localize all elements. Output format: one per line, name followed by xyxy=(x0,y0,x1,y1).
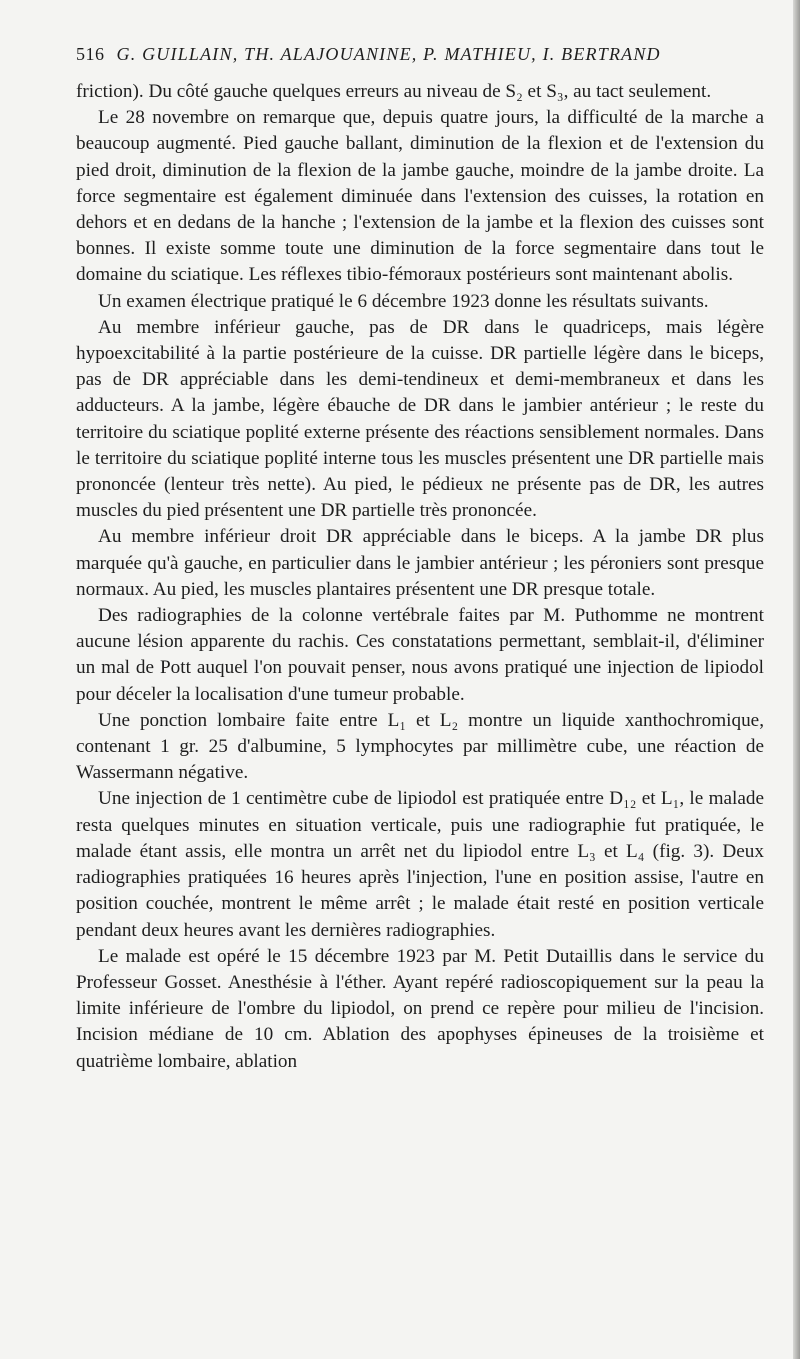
paragraph-2: Le 28 novembre on remarque que, depuis quatre jours, la difficulté de la marche a beaucoup augmenté. Pied gauche ballant, diminution de la flexion et de l'extension du pied droit, diminution de la flexion de la jambe gauche, moindre de la jambe droite. La force segmentaire est également diminuée dans l'extension des cuisses, la rotation en dehors et en dedans de la hanche ; l'extension de la jambe et la flexion des cuisses sont bonnes. Il existe somme toute une diminution de la force segmentaire dans tout le domaine du sciatique. Les réflexes tibio-fémoraux postérieurs sont maintenant abolis. xyxy=(76,107,764,286)
paragraph-4: Au membre inférieur gauche, pas de DR dans le quadriceps, mais légère hypoexcitabilité à la partie postérieure de la cuisse. DR partielle légère dans le biceps, pas de DR appréciable dans les demi-tendineux et demi-membraneux et dans les adducteurs. A la jambe, légère ébauche de DR dans le jambier antérieur ; le reste du territoire du sciatique poplité externe présente des réactions sensiblement normales. Dans le territoire du sciatique poplité interne tous les muscles présentent une DR partielle mais prononcée (lenteur très nette). Au pied, le pédieux ne présente pas de DR, les autres muscles du pied présentent une DR partielle très prononcée. xyxy=(76,316,764,522)
paragraph-8: Une injection de 1 centimètre cube de lipiodol est pratiquée entre D₁₂ et L₁, le malade resta quelques minutes en situation verticale, puis une radiographie fut pratiquée, le malade étant assis, elle montra un arrêt net du lipiodol entre L₃ et L₄ (fig. 3). Deux radiographies pratiquées 16 heures après l'injection, l'une en position assise, l'autre en position couchée, montrent le même arrêt ; le malade était resté en position verticale pendant deux heures avant les dernières radiographies. xyxy=(76,788,764,941)
page-number: 516 xyxy=(76,44,105,64)
running-header xyxy=(76,44,760,65)
paragraph-3: Un examen électrique pratiqué le 6 décembre 1923 donne les résultats suivants. xyxy=(98,290,709,312)
running-title: G. GUILLAIN, TH. ALAJOUANINE, P. MATHIEU, I. BERTRAND xyxy=(116,44,661,64)
paragraph-9: Le malade est opéré le 15 décembre 1923 par M. Petit Dutaillis dans le service du Professeur Gosset. Anesthésie à l'éther. Ayant repéré radioscopiquement sur la peau la limite inférieure de l'ombre du lipiodol, on prend ce repère pour milieu de l'incision. Incision médiane de 10 cm. Ablation des apophyses épineuses de la troisième et quatrième lombaire, ablation xyxy=(76,945,764,1072)
paragraph-5: Au membre inférieur droit DR appréciable dans le biceps. A la jambe DR plus marquée qu'à gauche, en particulier dans le jambier antérieur ; les péroniers sont presque normaux. Au pied, les muscles plantaires présentent une DR presque totale. xyxy=(76,526,764,600)
scan-edge-shadow xyxy=(793,0,800,1359)
body-text xyxy=(76,79,764,1075)
paragraph-7: Une ponction lombaire faite entre L₁ et L₂ montre un liquide xanthochromique, contenant 1 gr. 25 d'albumine, 5 lymphocytes par millimètre cube, une réaction de Wassermann négative. xyxy=(76,709,764,784)
paragraph-1: friction). Du côté gauche quelques erreurs au niveau de S₂ et S₃, au tact seulement. xyxy=(76,81,712,102)
paragraph-6: Des radiographies de la colonne vertébrale faites par M. Puthomme ne montrent aucune lésion apparente du rachis. Ces constatations permettant, semblait-il, d'éliminer un mal de Pott auquel l'on pouvait penser, nous avons pratiqué une injection de lipiodol pour déceler la localisation d'une tumeur probable. xyxy=(76,605,764,705)
